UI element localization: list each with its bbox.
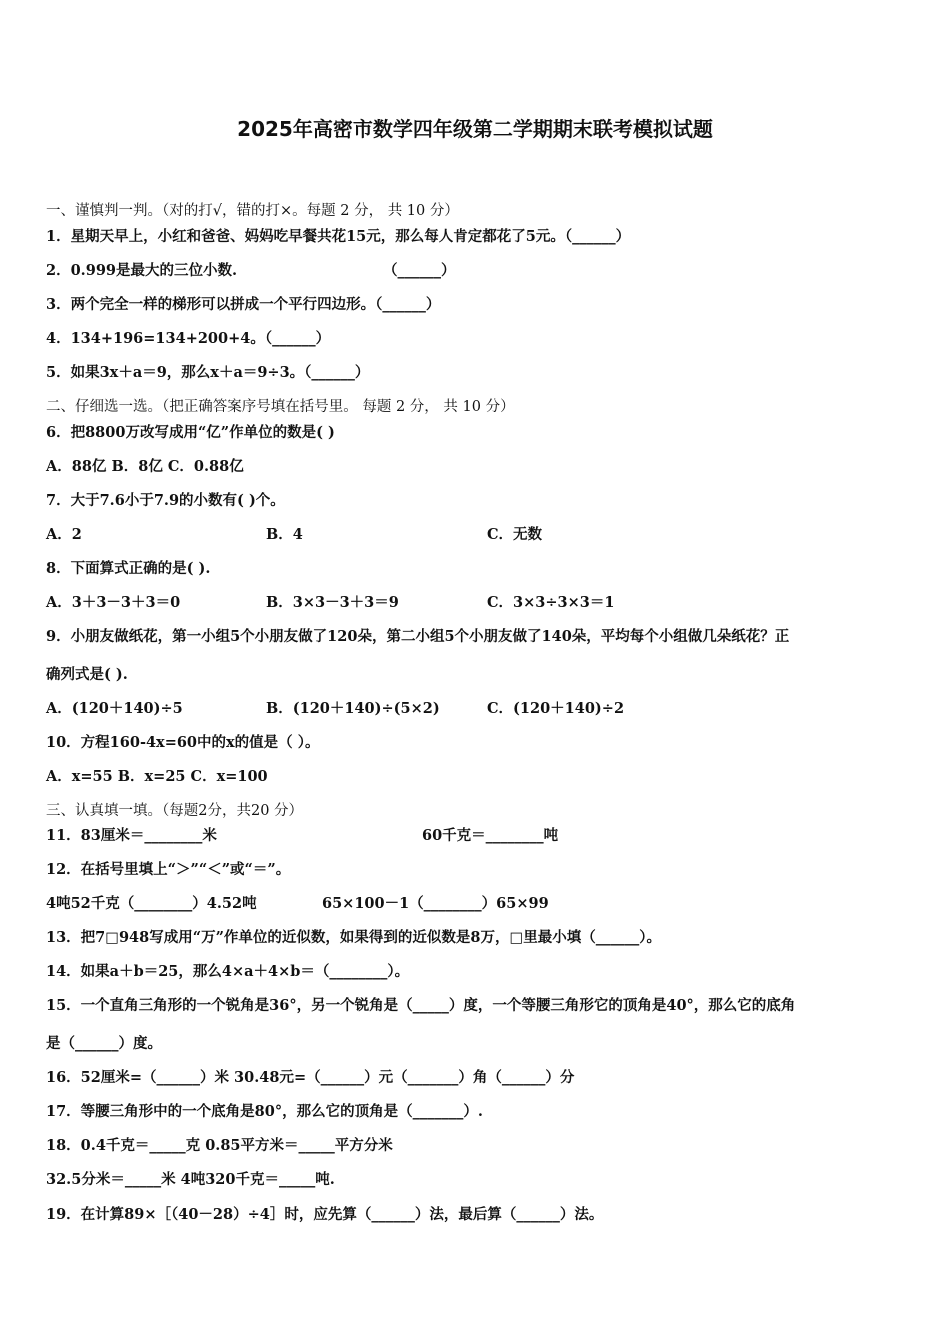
section-1-heading: 一、谨慎判一判。（对的打√，错的打×。每题 2 分， 共 10 分） [46,203,459,219]
question-7-option-a: A．2 [46,526,82,543]
question-9-option-b: B．(120＋140)÷(5×2) [266,700,440,717]
question-8-option-a: A．3＋3－3＋3＝0 [46,594,181,611]
question-16: 16．52厘米=（______）米 30.48元=（______）元（_______）角（______）分 [46,1069,575,1086]
question-8-option-c: C．3×3÷3×3＝1 [487,594,615,611]
question-9-option-a: A．(120＋140)÷5 [46,700,183,717]
question-10: 10．方程160-4x=60中的x的值是（ ）。 [46,734,320,751]
question-7-option-b: B．4 [266,526,303,543]
question-7-option-c: C．无数 [487,526,543,543]
question-4: 4．134+196=134+200+4。（______） [46,330,331,347]
question-3: 3．两个完全一样的梯形可以拼成一个平行四边形。（______） [46,296,441,313]
question-19: 19．在计算89×［（40－28）÷4］时，应先算（______）法，最后算（______）法。 [46,1206,604,1223]
page-title: 2025年高密市数学四年级第二学期期末联考模拟试题 [237,117,713,141]
question-8-option-b: B．3×3－3＋3＝9 [266,594,399,611]
question-17: 17．等腰三角形中的一个底角是80°，那么它的顶角是（_______）. [46,1103,483,1120]
question-15-line-2: 是（______）度。 [46,1035,162,1052]
question-9-option-c: C．(120＋140)÷2 [487,700,625,717]
question-5: 5．如果3x＋a＝9，那么x＋a＝9÷3。（______） [46,364,370,381]
question-2: 2．0.999是最大的三位小数. [46,262,238,279]
question-7: 7．大于7.6小于7.9的小数有( )个。 [46,492,285,509]
question-10-options: A．x=55 B．x=25 C．x=100 [46,768,268,785]
question-15-line-1: 15．一个直角三角形的一个锐角是36°，另一个锐角是（_____）度，一个等腰三角形它的顶角是40°，那么它的底角 [46,997,796,1014]
question-8: 8．下面算式正确的是( ). [46,560,211,577]
question-11-part-a: 11．83厘米＝________米 [46,827,217,844]
question-12: 12．在括号里填上“＞”“＜”或“＝”。 [46,861,291,878]
question-14: 14．如果a＋b＝25，那么4×a＋4×b＝（________）。 [46,963,410,980]
section-2-heading: 二、仔细选一选。（把正确答案序号填在括号里。 每题 2 分， 共 10 分） [46,399,515,415]
question-18-line-1: 18．0.4千克＝_____克 0.85平方米＝_____平方分米 [46,1137,393,1154]
question-12-part-a: 4吨52千克（________）4.52吨 [46,895,257,912]
question-6: 6．把8800万改写成用“亿”作单位的数是( ) [46,424,335,441]
question-12-part-b: 65×100－1（________）65×99 [322,895,549,912]
section-3-heading: 三、认真填一填。（每题2分，共20 分） [46,803,304,819]
question-11-part-b: 60千克＝________吨 [422,827,559,844]
question-2-blank: （______） [383,262,456,279]
question-6-options: A．88亿 B．8亿 C．0.88亿 [46,458,244,475]
question-13: 13．把7□948写成用“万”作单位的近似数，如果得到的近似数是8万，□里最小填（______）。 [46,929,661,946]
question-9-line-1: 9．小朋友做纸花，第一小组5个小朋友做了120朵，第二小组5个小朋友做了140朵，平均每个小组做几朵纸花？正 [46,628,790,645]
question-18-line-2: 32.5分米＝_____米 4吨320千克＝_____吨. [46,1171,335,1188]
question-9-line-2: 确列式是( ). [46,666,128,683]
question-1: 1．星期天早上，小红和爸爸、妈妈吃早餐共花15元，那么每人肯定都花了5元。（______） [46,228,631,245]
